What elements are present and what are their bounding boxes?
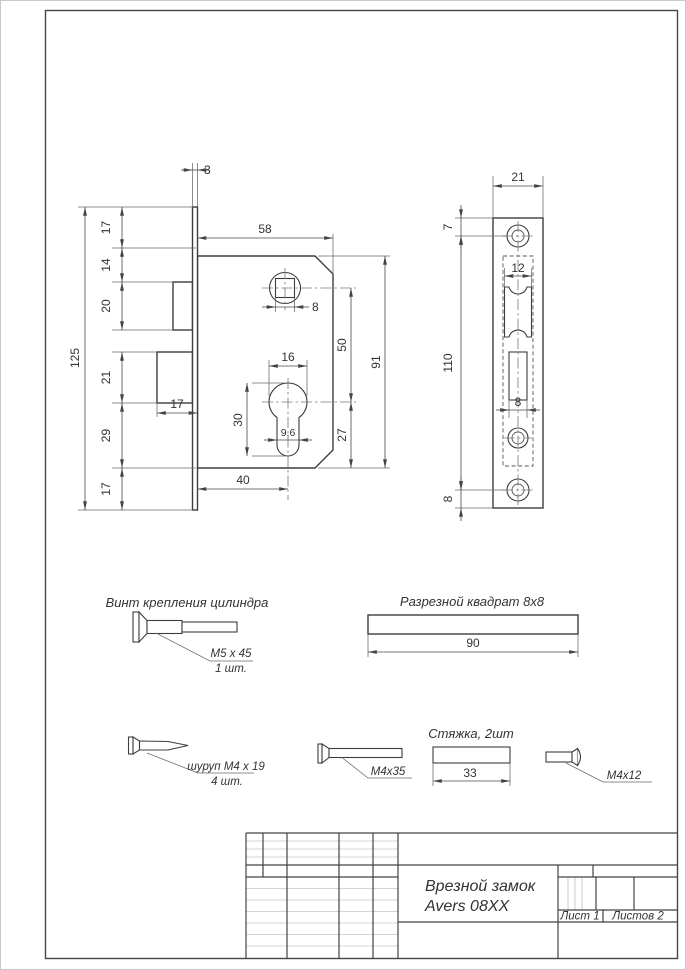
long-screw-figure [318, 744, 412, 778]
dim-top-hole-offset-label: 7 [441, 223, 455, 231]
dim-plate-length-label: 125 [68, 347, 82, 369]
dim-bolt-cutout-label: 8 [514, 395, 522, 409]
wood-screw-qty: 4 шт. [211, 776, 243, 788]
short-screw-head-cone [572, 749, 578, 766]
cylinder-screw-shank [147, 621, 182, 634]
long-screw-head-cone [322, 744, 329, 763]
dead-bolt [157, 352, 193, 403]
long-screw-spec: M4x35 [370, 766, 406, 778]
short-screw-head-cap [578, 749, 581, 766]
long-screw-shank [329, 749, 402, 758]
square-bar-body [368, 615, 578, 634]
cylinder-screw-thread [182, 622, 237, 632]
latch-bolt [173, 282, 193, 330]
dim-chain-3-label: 20 [99, 299, 113, 313]
dim-latch-cutout-label: 12 [511, 261, 525, 275]
short-screw-figure [546, 749, 652, 783]
wood-screw-head-cone [133, 737, 140, 754]
cylinder-screw-title: Винт крепления цилиндра [105, 595, 269, 610]
cylinder-screw-head [133, 612, 139, 642]
sheets-total: Листов 2 [612, 910, 664, 923]
dim-bottom-hole-offset-label: 8 [441, 495, 455, 503]
face-plate-side [193, 207, 198, 510]
dim-chain-5-label: 29 [99, 428, 113, 443]
cylinder-screw-spec: M5 x 45 [210, 648, 252, 660]
sheet-frame [46, 11, 678, 959]
tie-sleeve-title: Стяжка, 2шт [428, 726, 514, 741]
dim-cylinder-width-label: 16 [281, 350, 295, 364]
tie-sleeve-figure [428, 726, 514, 786]
dim-bolt-throw-label: 17 [170, 397, 184, 411]
dim-cylinder-to-bottom-label: 27 [335, 428, 349, 442]
dim-chain-1-label: 17 [99, 220, 113, 235]
sheet-number: Лист 1 [560, 910, 600, 923]
short-screw-spec: M4x12 [606, 770, 642, 782]
dim-plate-thickness-label: 3 [204, 163, 211, 177]
strike-plate-view [441, 170, 543, 521]
dim-chain-2-label: 14 [99, 258, 113, 272]
dim-body-height-label: 91 [369, 355, 383, 369]
dim-strike-width-label: 21 [511, 170, 525, 184]
dim-backset-label: 40 [236, 473, 250, 487]
cylinder-screw-qty: 1 шт. [215, 663, 247, 675]
tie-sleeve-outline [433, 747, 510, 763]
dim-holes-spacing-label: 110 [441, 353, 455, 373]
short-screw-shank [546, 752, 572, 762]
dim-chain-4-label: 21 [99, 370, 113, 385]
dim-cylinder-height-label: 30 [231, 413, 245, 427]
dim-spindle-to-cylinder-label: 50 [335, 338, 349, 352]
wood-screw-body [140, 741, 189, 750]
square-bar-figure [368, 594, 578, 657]
long-screw-head [318, 744, 322, 763]
title-block [246, 833, 678, 959]
cylinder-screw-head-cone [139, 612, 147, 642]
wood-screw-spec: шуруп M4 x 19 [187, 761, 265, 773]
product-name-line2: Avers 08XX [425, 898, 510, 915]
dim-square-bar-label: 90 [466, 636, 480, 650]
lock-body-view [68, 163, 390, 510]
dim-tie-sleeve-label: 33 [463, 766, 477, 780]
wood-screw-figure [129, 737, 266, 788]
wood-screw-head [129, 737, 134, 754]
dim-spindle-square-label: 8 [312, 300, 319, 314]
dim-chain-6-label: 17 [99, 482, 113, 496]
square-bar-title: Разрезной квадрат 8x8 [399, 594, 545, 609]
dim-cylinder-neck-label: 9,6 [280, 427, 296, 439]
product-name-line1: Врезной замок [425, 878, 536, 895]
title-block-grid [246, 833, 678, 959]
dim-body-width-label: 58 [258, 222, 272, 236]
cylinder-screw-figure [106, 595, 269, 675]
